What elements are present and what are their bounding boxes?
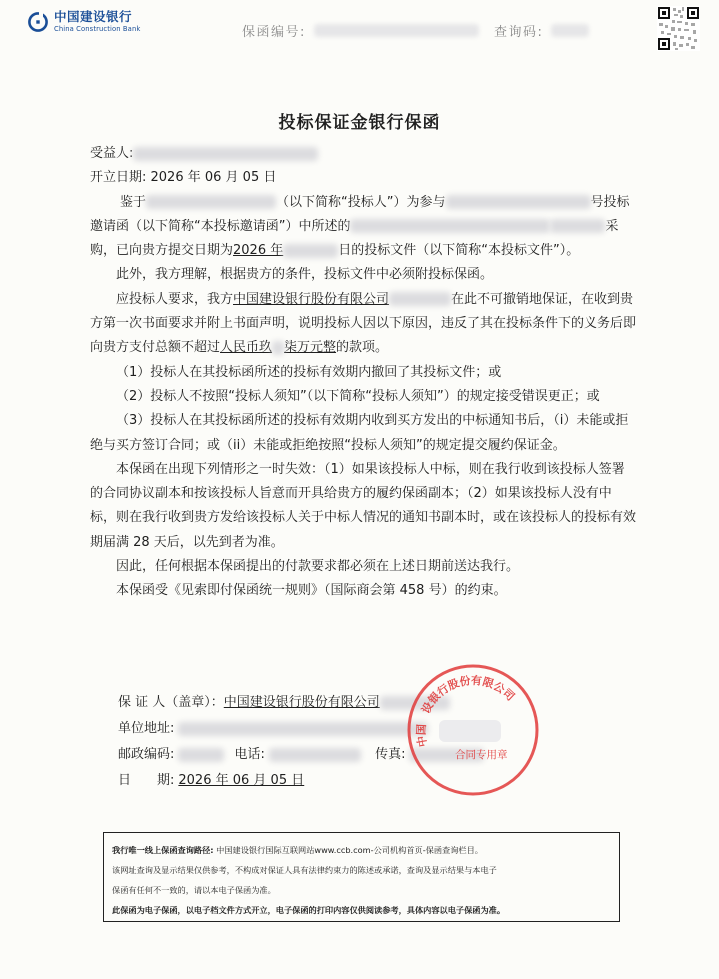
paragraph-payment-demand: 因此，任何根据本保函提出的付款要求都必须在上述日期前送达我行。 xyxy=(116,559,520,575)
amount-part-a: 人民币玖 xyxy=(220,340,273,356)
query-code-redacted xyxy=(551,24,589,37)
postcode-redacted xyxy=(178,748,224,762)
amount-redacted xyxy=(272,341,284,355)
paragraph-governing-rules: 本保函受《见索即付保函统一规则》（国际商会第 458 号）的约束。 xyxy=(116,583,507,599)
fax-label: 传真: xyxy=(375,747,406,762)
seal-redacted-center xyxy=(439,720,501,742)
condition-item-1: （1）投标人在其投标函所述的投标有效期内撤回了其投标文件；或 xyxy=(116,364,502,380)
guarantor-label: 保 证 人（盖章）： xyxy=(118,695,224,710)
seal-top-text-a: 中国 xyxy=(414,723,430,748)
postcode-label: 邮政编码: xyxy=(118,747,175,762)
notice-line-4: 此保函为电子保函，以电子档文件方式开立，电子保函的打印内容仅供阅读参考，具体内容以电子保函为准。 xyxy=(112,905,506,915)
sign-date-label: 日 期: xyxy=(118,773,175,788)
guarantee-number-label: 保函编号: xyxy=(242,25,306,40)
guarantee-body xyxy=(90,142,636,604)
address-redacted xyxy=(178,722,428,736)
sign-date-value: 2026 年 06 月 05 日 xyxy=(178,773,305,788)
paragraph-2: 此外，我方理解，根据贵方的条件，投标文件中必须附投标保函。 xyxy=(116,267,494,283)
guarantee-number-redacted xyxy=(314,24,479,37)
issue-date-line: 开立日期: 2026 年 06 月 05 日 xyxy=(90,170,277,186)
phone-redacted xyxy=(269,748,361,762)
guarantor-value: 中国建设银行股份有限公司 xyxy=(223,695,380,710)
notice-box xyxy=(103,832,620,922)
document-title: 投标保证金银行保函 xyxy=(278,113,441,133)
qr-code-icon xyxy=(657,6,700,51)
paragraph-3: 应投标人要求，我方中国建设银行股份有限公司 在此不可撤销地保证，在收到贵方第一次书面要求并附上书面声明，说明投标人因以下原因，违反了其在投标条件下的义务后即向贵方支付总额不超过人民币玖 柒万元整的款项。 xyxy=(90,291,637,356)
amount-part-b: 柒万元整 xyxy=(284,340,337,356)
paragraph-expiry: 本保函在出现下列情形之一时失效：（1）如果该投标人中标，则在我行收到该投标人签署的合同协议副本和按该投标人旨意而开具给贵方的履约保函副本；（2）如果该投标人没有中标，则在我行收到贵方发给该投标人关于中标人情况的通知书副本时，或在该投标人的投标有效期届满 28 天后，以先到者为准。 xyxy=(90,461,637,550)
bid-date-redacted xyxy=(283,244,338,258)
bidder-redacted xyxy=(146,195,276,209)
beneficiary-redacted xyxy=(133,147,318,161)
notice-line-3: 保函有任何不一致的，请以本电子保函为准。 xyxy=(112,885,276,895)
bank-logo xyxy=(28,11,140,32)
document-header xyxy=(0,0,719,62)
guarantee-number-field xyxy=(242,21,479,40)
query-code-label: 查询码: xyxy=(494,25,544,40)
guarantor-bank-name: 中国建设银行股份有限公司 xyxy=(233,291,390,307)
seal-bottom-text: 合同专用章 xyxy=(455,749,508,761)
condition-item-3: （3）投标人在其投标函所述的投标有效期内收到买方发出的中标通知书后，（i）未能或拒绝与买方签订合同；或（ii）未能或拒绝按照“投标人须知”的规定提交履约保证金。 xyxy=(90,413,629,453)
address-label: 单位地址: xyxy=(118,721,175,736)
query-code-field xyxy=(494,21,589,40)
paragraph-1: 鉴于 （以下简称“投标人”）为参与 号投标邀请函（以下简称“本投标邀请函”）中所述的 采购，已向贵方提交日期为2026 年 日的投标文件（以下简称“本投标文件”）。 xyxy=(90,194,630,259)
project-redacted xyxy=(446,195,591,209)
beneficiary-line xyxy=(90,142,636,166)
seal-top-text-b: 设银行股份有限公司 xyxy=(419,674,517,716)
procurement-redacted xyxy=(350,219,550,233)
notice-line-2: 该网址查询及显示结果仅供参考，不构成对保证人具有法律约束力的陈述或承诺，查询及显示结果与本电子 xyxy=(112,865,497,875)
bank-name-cn: 中国建设银行 xyxy=(54,9,133,24)
phone-label: 电话: xyxy=(234,747,265,762)
condition-item-2: （2）投标人不按照“投标人须知”（以下简称“投标人须知”）的规定接受错误更正；或 xyxy=(116,388,600,404)
branch-redacted xyxy=(389,292,451,306)
notice-line-1: 我行唯一线上保函查询路径: 中国建设银行国际互联网站www.ccb.com-公司机构首页-保函查询栏目。 xyxy=(112,845,483,855)
bank-name-en: China Construction Bank xyxy=(54,24,141,33)
beneficiary-label: 受益人: xyxy=(90,146,134,161)
company-seal-stamp xyxy=(403,660,543,800)
ccb-logo-icon xyxy=(28,12,48,32)
